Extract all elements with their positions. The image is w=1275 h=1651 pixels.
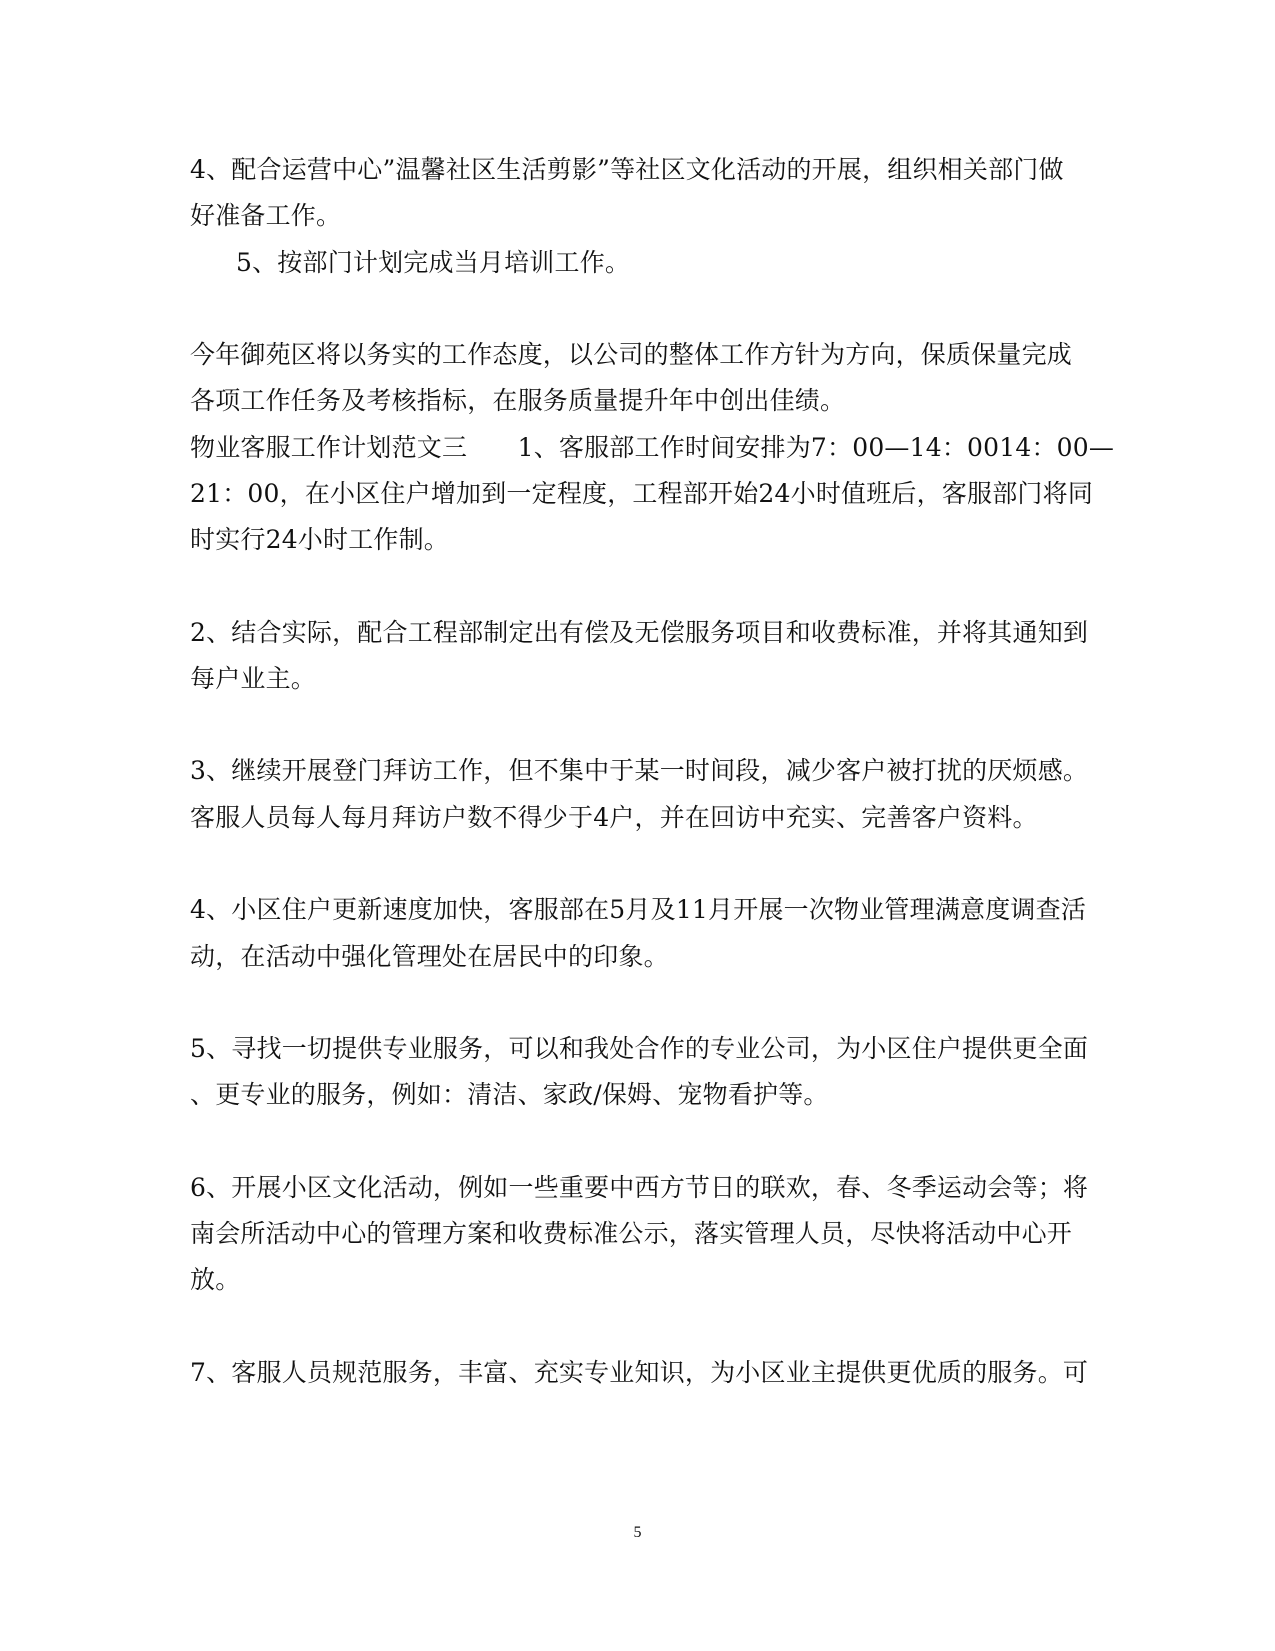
text-line: 6、开展小区文化活动，例如一些重要中西方节日的联欢，春、冬季运动会等；将: [190, 1173, 1089, 1202]
text-line: 好准备工作。: [190, 201, 342, 230]
text-line: 7、客服人员规范服务，丰富、充实专业知识，为小区业主提供更优质的服务。可: [190, 1358, 1089, 1387]
text-line: 5、按部门计划完成当月培训工作。: [236, 248, 631, 277]
text-line: 物业客服工作计划范文三 1、客服部工作时间安排为7：00—14：0014：00—: [190, 433, 1115, 462]
text-line: 时实行24小时工作制。: [190, 525, 450, 554]
text-line: 21：00，在小区住户增加到一定程度，工程部开始24小时值班后，客服部门将同: [190, 479, 1094, 508]
text-line: 动，在活动中强化管理处在居民中的印象。: [190, 942, 669, 971]
text-line: 放。: [190, 1265, 241, 1294]
text-line: 4、小区住户更新速度加快，客服部在5月及11月开展一次物业管理满意度调查活: [190, 895, 1087, 924]
text-line: 每户业主。: [190, 664, 317, 693]
text-line: 2、结合实际，配合工程部制定出有偿及无偿服务项目和收费标准，并将其通知到: [190, 618, 1089, 647]
text-line: 各项工作任务及考核指标，在服务质量提升年中创出佳绩。: [190, 386, 846, 415]
text-line: 今年御苑区将以务实的工作态度，以公司的整体工作方针为方向，保质保量完成: [190, 340, 1073, 369]
text-line: 客服人员每人每月拜访户数不得少于4户，并在回访中充实、完善客户资料。: [190, 803, 1038, 832]
text-line: 、更专业的服务，例如：清洁、家政/保姆、宠物看护等。: [190, 1080, 829, 1109]
text-line: 3、继续开展登门拜访工作，但不集中于某一时间段，减少客户被打扰的厌烦感。: [190, 756, 1089, 785]
text-line: 4、配合运营中心”温馨社区生活剪影”等社区文化活动的开展，组织相关部门做: [190, 155, 1064, 184]
page-number: 5: [633, 1524, 642, 1541]
text-line: 南会所活动中心的管理方案和收费标准公示，落实管理人员，尽快将活动中心开: [190, 1219, 1073, 1248]
text-line: 5、寻找一切提供专业服务，可以和我处合作的专业公司，为小区住户提供更全面: [190, 1034, 1089, 1063]
